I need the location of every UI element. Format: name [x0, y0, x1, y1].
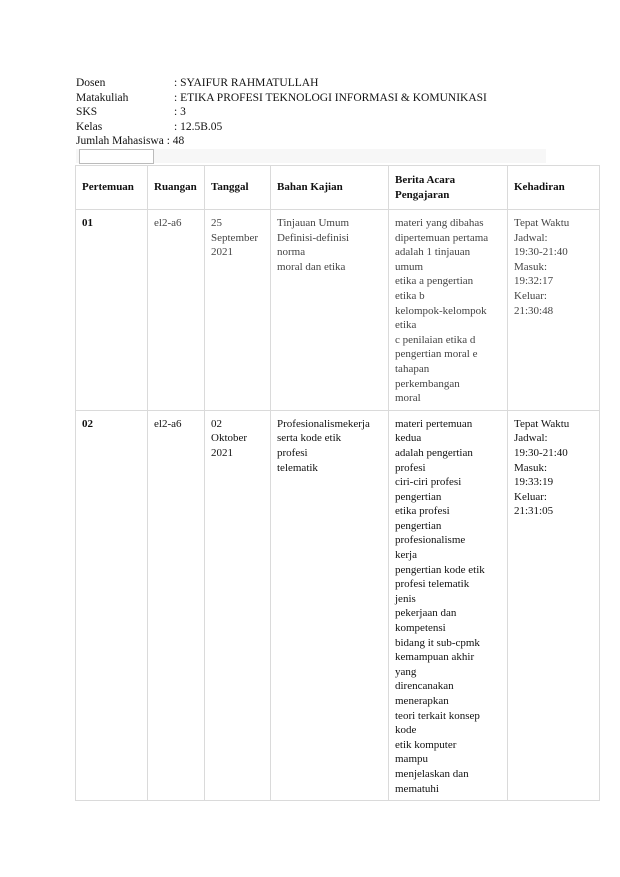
header-label: Matakuliah	[76, 91, 129, 104]
header-value: : 3	[174, 106, 186, 119]
berita-line: pengertian moral e	[395, 348, 478, 361]
berita-line: direncanakan	[395, 680, 454, 693]
kehadiran-line: 21:31:05	[514, 505, 554, 518]
bahan-line: telematik	[277, 461, 318, 474]
berita-line: mampu	[395, 753, 428, 766]
cell-pertemuan: 01	[76, 210, 148, 411]
tanggal-line: 2021	[211, 446, 233, 459]
header-label: Dosen	[76, 77, 106, 89]
berita-line: pengertian kode etik	[395, 563, 485, 576]
bahan-line: profesi	[277, 446, 308, 459]
filter-input[interactable]	[79, 149, 154, 164]
cell-bahan-kajian	[271, 210, 389, 411]
table-row	[76, 410, 600, 800]
cell-tanggal	[205, 410, 271, 800]
berita-line: etika	[395, 319, 417, 332]
table-row	[76, 210, 600, 411]
cell-berita-acara	[389, 410, 508, 800]
berita-line: etika b	[395, 289, 425, 302]
tanggal-line: 2021	[211, 246, 233, 259]
berita-line: pengertian	[395, 490, 442, 503]
cell-berita-acara	[389, 210, 508, 411]
kehadiran-line: 19:30-21:40	[514, 446, 568, 459]
berita-line: mematuhi	[395, 782, 439, 795]
course-info-header	[76, 76, 487, 149]
kehadiran-line: Keluar:	[514, 289, 547, 302]
bahan-line: Definisi-definisi	[277, 231, 350, 244]
berita-line: profesi	[395, 461, 426, 474]
cell-tanggal	[205, 210, 271, 411]
berita-line: kedua	[395, 432, 422, 445]
col-header-berita-acara[interactable]: Berita Acara Pengajaran	[389, 166, 508, 210]
header-label: SKS	[76, 106, 98, 119]
berita-line: menjelaskan dan	[395, 767, 469, 780]
kehadiran-line: Masuk:	[514, 260, 547, 273]
tanggal-line: Oktober	[211, 432, 248, 445]
berita-line: materi yang dibahas	[395, 217, 484, 229]
cell-ruangan: el2-a6	[148, 410, 205, 800]
kehadiran-line: 19:30-21:40	[514, 246, 568, 259]
berita-line: etik komputer	[395, 738, 457, 751]
kehadiran-line: Tepat Waktu	[514, 417, 570, 430]
kehadiran-line: 19:33:19	[514, 476, 554, 489]
berita-line: kerja	[395, 549, 417, 562]
bahan-line: norma	[277, 246, 306, 259]
berita-line: profesi telematik	[395, 578, 470, 591]
attendance-table	[75, 165, 600, 801]
berita-line: kelompok-kelompok	[395, 304, 487, 317]
table-filter-bar	[76, 149, 546, 163]
berita-line: yang	[395, 665, 417, 678]
berita-line: adalah 1 tinjauan	[395, 246, 471, 259]
col-header-pertemuan[interactable]: Pertemuan	[76, 166, 148, 210]
tanggal-line: 25	[211, 217, 222, 229]
header-row-matakuliah	[76, 91, 487, 106]
berita-line: perkembangan	[395, 377, 460, 390]
cell-ruangan: el2-a6	[148, 210, 205, 411]
header-label-inline: Jumlah Mahasiswa	[76, 135, 164, 148]
kehadiran-line: Jadwal:	[514, 231, 548, 244]
berita-line: moral	[395, 392, 421, 405]
header-label: Kelas	[76, 120, 103, 133]
berita-line: kemampuan akhir	[395, 651, 475, 664]
col-header-bahan-kajian[interactable]: Bahan Kajian	[271, 166, 389, 210]
header-value: : SYAIFUR RAHMATULLAH	[174, 77, 319, 89]
bahan-line: Tinjauan Umum	[277, 217, 350, 229]
tanggal-line: 02	[211, 417, 222, 430]
kehadiran-line: Masuk:	[514, 461, 547, 474]
berita-line: profesionalisme	[395, 534, 466, 547]
berita-line: dipertemuan pertama	[395, 231, 489, 244]
bahan-line: Profesionalismekerja	[277, 417, 370, 430]
berita-line: materi pertemuan	[395, 417, 473, 430]
header-value: : 48	[166, 135, 185, 148]
cell-kehadiran	[508, 210, 600, 411]
berita-line: etika a pengertian	[395, 275, 474, 288]
cell-pertemuan: 02	[76, 410, 148, 800]
berita-line: tahapan	[395, 362, 430, 375]
header-row-kelas	[76, 120, 487, 135]
berita-line: ciri-ciri profesi	[395, 476, 462, 489]
cell-kehadiran	[508, 410, 600, 800]
berita-line: bidang it sub-cpmk	[395, 636, 480, 649]
berita-line: umum	[395, 260, 424, 273]
bahan-line: serta kode etik	[277, 432, 342, 445]
berita-line: pekerjaan dan	[395, 607, 457, 620]
berita-line: adalah pengertian	[395, 446, 473, 459]
kehadiran-line: 19:32:17	[514, 275, 554, 288]
berita-line: jenis	[395, 592, 416, 605]
header-value: : 12.5B.05	[174, 120, 223, 133]
berita-line: c penilaian etika d	[395, 333, 476, 346]
kehadiran-line: Keluar:	[514, 490, 547, 503]
berita-line: pengertian	[395, 519, 442, 532]
tanggal-line: September	[211, 231, 259, 244]
berita-line: kompetensi	[395, 622, 446, 635]
header-value: : ETIKA PROFESI TEKNOLOGI INFORMASI & KOMUNIKASI	[174, 91, 487, 104]
bahan-line: moral dan etika	[277, 260, 346, 273]
header-row-jumlah-mahasiswa	[76, 134, 487, 149]
berita-line: kode	[395, 724, 417, 737]
col-header-tanggal[interactable]: Tanggal	[205, 166, 271, 210]
berita-line: etika profesi	[395, 505, 450, 518]
berita-line: menerapkan	[395, 695, 449, 707]
col-header-ruangan[interactable]: Ruangan	[148, 166, 205, 210]
header-row-sks	[76, 105, 487, 120]
kehadiran-line: Tepat Waktu	[514, 217, 570, 229]
header-row-dosen	[76, 76, 487, 91]
kehadiran-line: 21:30:48	[514, 304, 554, 317]
table-header-row	[76, 166, 600, 210]
cell-bahan-kajian	[271, 410, 389, 800]
kehadiran-line: Jadwal:	[514, 432, 548, 445]
col-header-kehadiran[interactable]: Kehadiran	[508, 166, 600, 210]
berita-line: teori terkait konsep	[395, 709, 480, 722]
